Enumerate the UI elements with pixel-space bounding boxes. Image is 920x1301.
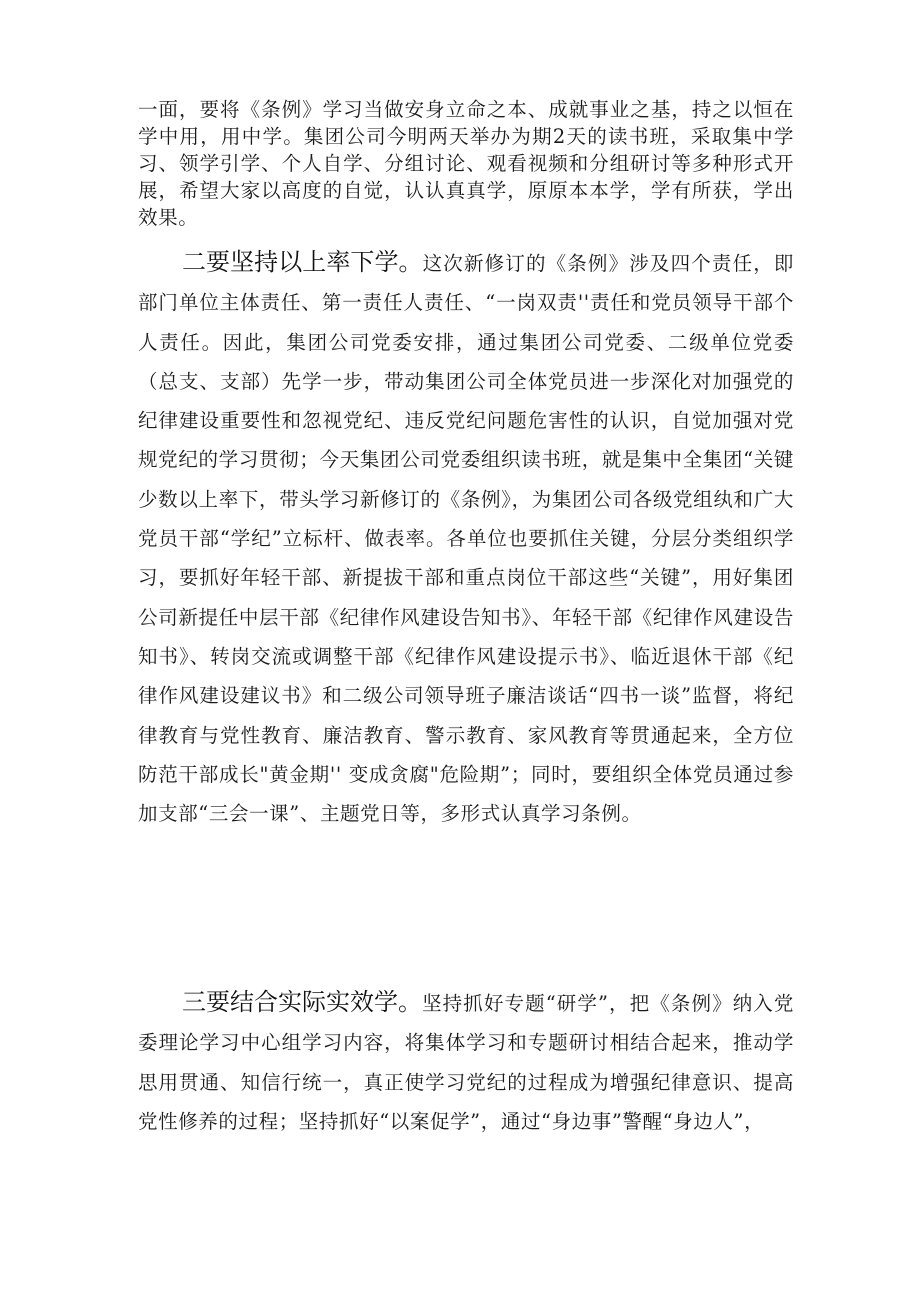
section-3-paragraph <box>138 983 794 1141</box>
section-2-body: 这次新修订的《条例》涉及四个责任，即部门单位主体责任、第一责任人责任、“一岗双责''责任和党员领导干部个人责任。因此，集团公司党委安排，通过集团公司党委、二级单位党委（总支、支部）先学一步，带动集团公司全体党员进一步深化对加强党的纪律建设重要性和忽视党纪、违反党纪问题危害性的认识，自觉加强对党规党纪的学习贯彻；今天集团公司党委组织读书班，就是集中全集团“关键少数以上率下，带头学习新修订的《条例》，为集团公司各级党组纨和广大党员干部“学纪”立标杆、做表率。各单位也要抓住关键，分层分类组织学习，要抓好年轻干部、新提拔干部和重点岗位干部这些“关键”，用好集团公司新提任中层干部《纪律作风建设告知书》、年轻干部《纪律作风建设告知书》、转岗交流或调整干部《纪律作风建设提示书》、临近退休干部《纪律作风建设建议书》和二级公司领导班子廉洁谈话“四书一谈”监督，将纪律教育与党性教育、廉洁教育、警示教育、家风教育等贯通起来，全方位防范干部成长"黄金期'' 变成贪腐"危险期”；同时，要组织全体党员通过参加支部“三会一课”、主题党日等，多形式认真学习条例。 <box>138 252 794 826</box>
section-3-heading: 三要结合实际实效学。 <box>182 988 423 1016</box>
section-2-heading: 二要坚持以上率下学。 <box>182 248 423 276</box>
section-3-body: 坚持抓好专题“研学”，把《条例》纳入党委理论学习中心组学习内容，将集体学习和专题研讨相结合起来，推动学思用贯通、知信行统一，真正使学习党纪的过程成为增强纪律意识、提高党性修养的过程；坚持抓好“以案促学”，通过“身边事”警醒“身边人”， <box>138 992 795 1133</box>
paragraph-continuation: 一面，要将《条例》学习当做安身立命之本、成就事业之基，持之以恒在学中用，用中学。集团公司今明两天举办为期2天的读书班，采取集中学习、领学引学、个人自学、分组讨论、观看视频和分组研讨等多种形式开展，希望大家以高度的自觉，认认真真学，原原本本学，学有所获，学出效果。 <box>138 98 794 229</box>
section-2-paragraph <box>138 243 794 833</box>
